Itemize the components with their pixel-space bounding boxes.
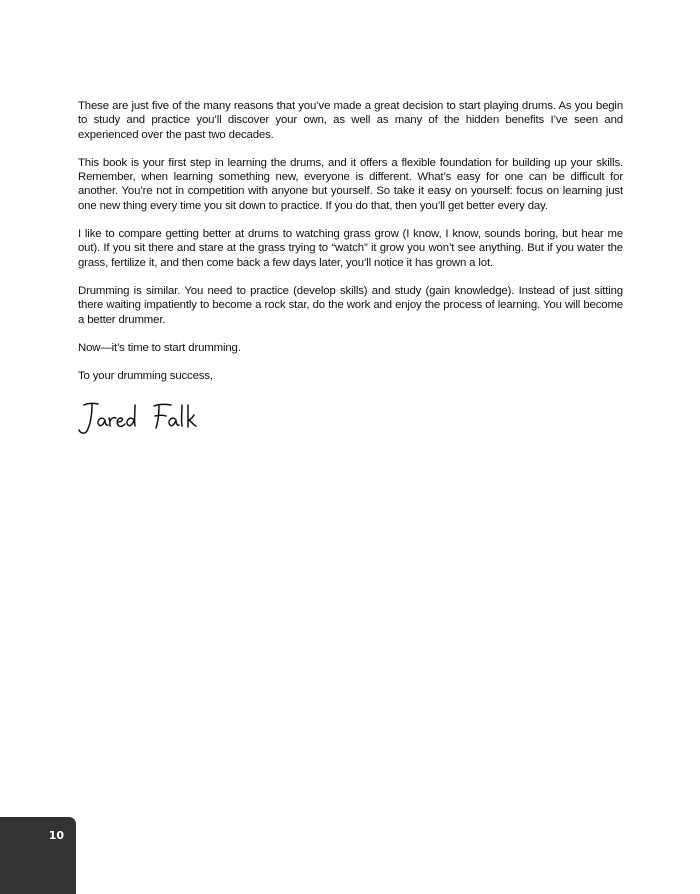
signature xyxy=(78,397,208,441)
paragraph-drumming-similar: Drumming is similar. You need to practice (develop skills) and study (gain knowledge). Instead of just sitting there waiting impatiently to become a rock star, do the work and enjoy the process of learning. You will become a better drummer. xyxy=(78,284,623,326)
paragraph-grass-analogy: I like to compare getting better at drums to watching grass grow (I know, I know, sounds boring, but hear me out). If you sit there and stare at the grass trying to “watch” it grow you won’t see anything. But if you water the grass, fertilize it, and then come back a few days later, you’ll notice it has grown a lot. xyxy=(78,228,623,269)
page-number-tab xyxy=(0,817,76,894)
handwritten-signature xyxy=(78,397,208,441)
paragraph-reasons: These are just five of the many reasons that you’ve made a great decision to start playing drums. As you begin to study and practice you’ll discover your own, as well as many of the hidden benefits I’ve seen and experienced over the past two decades. xyxy=(78,100,623,141)
paragraph-first-step: This book is your first step in learning the drums, and it offers a flexible foundation for building up your skills. Remember, when learning something new, everyone is different. What’s easy for one can be difficult for another. You’re not in competition with anyone but yourself. So take it easy on yourself: focus on learning just one new thing every time you sit down to practice. If you do that, then you’ll get better every day. xyxy=(78,156,623,212)
closing-line: To your drumming success, xyxy=(78,370,213,383)
paragraph-start-drumming: Now—it’s time to start drumming. xyxy=(78,341,241,354)
page-number: 10 xyxy=(48,829,64,842)
letter-body xyxy=(78,99,623,441)
